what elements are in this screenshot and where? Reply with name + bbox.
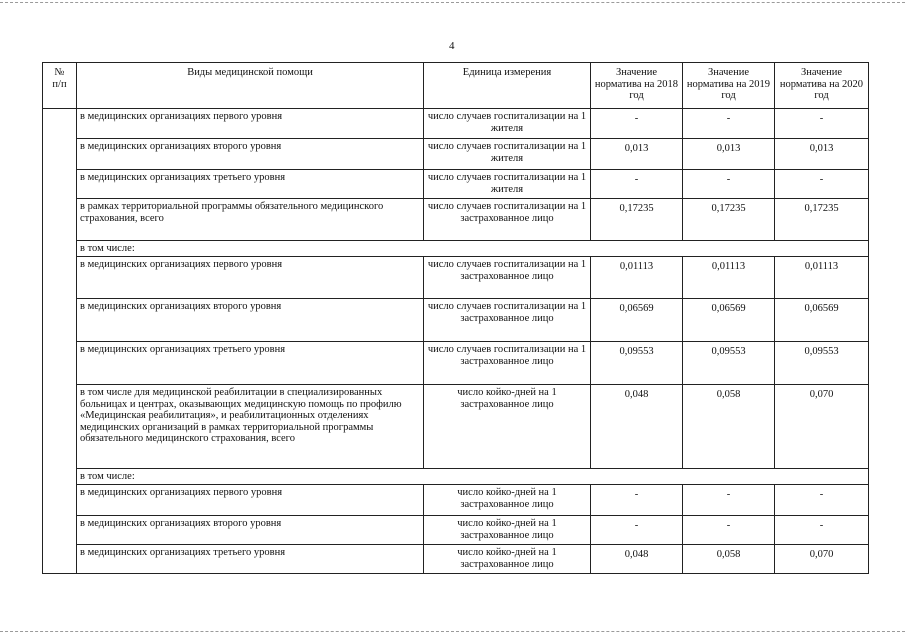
row-unit: число случаев госпитализации на 1 жителя (424, 170, 591, 199)
table-row (43, 516, 869, 545)
row-value-2018: - (591, 170, 683, 199)
row-value-2019: 0,058 (683, 545, 775, 574)
table-row (43, 485, 869, 516)
row-value-2018: 0,01113 (591, 257, 683, 299)
row-value-2018: - (591, 485, 683, 516)
table-row (43, 385, 869, 469)
row-unit: число случаев госпитализации на 1 застрахованное лицо (424, 199, 591, 241)
table-row (43, 342, 869, 385)
row-unit: число случаев госпитализации на 1 застрахованное лицо (424, 299, 591, 342)
row-value-2019: 0,01113 (683, 257, 775, 299)
header-kind: Виды медицинской помощи (77, 63, 424, 109)
scan-edge-bottom (0, 631, 905, 632)
row-value-2020: 0,013 (775, 139, 869, 170)
row-kind: в том числе для медицинской реабилитации в специализированных больницах и центрах, оказывающих медицинскую помощь по профилю «Медицинская реабилитация», и реабилитационных отделениях медицинских организаций в рамках территориальной программы обязательного медицинского страхования, всего (77, 385, 424, 469)
table-row (43, 257, 869, 299)
row-value-2020: 0,17235 (775, 199, 869, 241)
table-row (43, 139, 869, 170)
row-unit: число случаев госпитализации на 1 застрахованное лицо (424, 257, 591, 299)
row-kind: в медицинских организациях первого уровня (77, 485, 424, 516)
row-value-2019: 0,058 (683, 385, 775, 469)
row-unit: число койко-дней на 1 застрахованное лицо (424, 485, 591, 516)
row-value-2019: - (683, 485, 775, 516)
row-kind: в медицинских организациях третьего уровня (77, 545, 424, 574)
row-unit: число койко-дней на 1 застрахованное лицо (424, 545, 591, 574)
table-row (43, 199, 869, 241)
row-value-2020: 0,01113 (775, 257, 869, 299)
row-kind: в медицинских организациях третьего уровня (77, 342, 424, 385)
row-unit: число случаев госпитализации на 1 жителя (424, 139, 591, 170)
page-number: 4 (449, 40, 455, 52)
row-value-2018: 0,09553 (591, 342, 683, 385)
row-unit: число койко-дней на 1 застрахованное лицо (424, 385, 591, 469)
row-value-2018: 0,048 (591, 385, 683, 469)
header-value-2020: Значение норматива на 2020 год (775, 63, 869, 109)
table-subheading-row (43, 469, 869, 485)
row-value-2020: - (775, 516, 869, 545)
subheading-in-total: в том числе: (77, 241, 869, 257)
row-value-2019: - (683, 109, 775, 139)
norms-table (42, 62, 869, 574)
row-value-2018: 0,013 (591, 139, 683, 170)
row-value-2020: - (775, 170, 869, 199)
row-value-2019: 0,06569 (683, 299, 775, 342)
header-num: № п/п (43, 63, 77, 109)
scan-edge-top (0, 2, 905, 3)
row-value-2018: 0,06569 (591, 299, 683, 342)
row-value-2019: 0,17235 (683, 199, 775, 241)
table-body (43, 109, 869, 574)
table-header-row (43, 63, 869, 109)
row-value-2019: - (683, 170, 775, 199)
row-unit: число койко-дней на 1 застрахованное лицо (424, 516, 591, 545)
row-kind: в рамках территориальной программы обязательного медицинского страхования, всего (77, 199, 424, 241)
row-value-2018: - (591, 516, 683, 545)
row-value-2020: 0,06569 (775, 299, 869, 342)
row-value-2020: 0,070 (775, 545, 869, 574)
table-row (43, 109, 869, 139)
row-value-2019: 0,09553 (683, 342, 775, 385)
row-value-2019: - (683, 516, 775, 545)
row-kind: в медицинских организациях второго уровня (77, 139, 424, 170)
row-value-2020: 0,09553 (775, 342, 869, 385)
header-value-2018: Значение норматива на 2018 год (591, 63, 683, 109)
row-value-2020: - (775, 109, 869, 139)
row-unit: число случаев госпитализации на 1 застрахованное лицо (424, 342, 591, 385)
row-kind: в медицинских организациях второго уровня (77, 516, 424, 545)
row-value-2020: - (775, 485, 869, 516)
row-unit: число случаев госпитализации на 1 жителя (424, 109, 591, 139)
row-kind: в медицинских организациях первого уровня (77, 109, 424, 139)
header-unit: Единица измерения (424, 63, 591, 109)
row-value-2018: 0,17235 (591, 199, 683, 241)
row-value-2018: 0,048 (591, 545, 683, 574)
row-value-2019: 0,013 (683, 139, 775, 170)
row-number-cell (43, 109, 77, 574)
row-value-2018: - (591, 109, 683, 139)
table-subheading-row (43, 241, 869, 257)
table-row (43, 299, 869, 342)
header-value-2019: Значение норматива на 2019 год (683, 63, 775, 109)
row-kind: в медицинских организациях второго уровня (77, 299, 424, 342)
row-kind: в медицинских организациях третьего уровня (77, 170, 424, 199)
table-row (43, 170, 869, 199)
table-row (43, 545, 869, 574)
subheading-in-total: в том числе: (77, 469, 869, 485)
row-value-2020: 0,070 (775, 385, 869, 469)
row-kind: в медицинских организациях первого уровня (77, 257, 424, 299)
